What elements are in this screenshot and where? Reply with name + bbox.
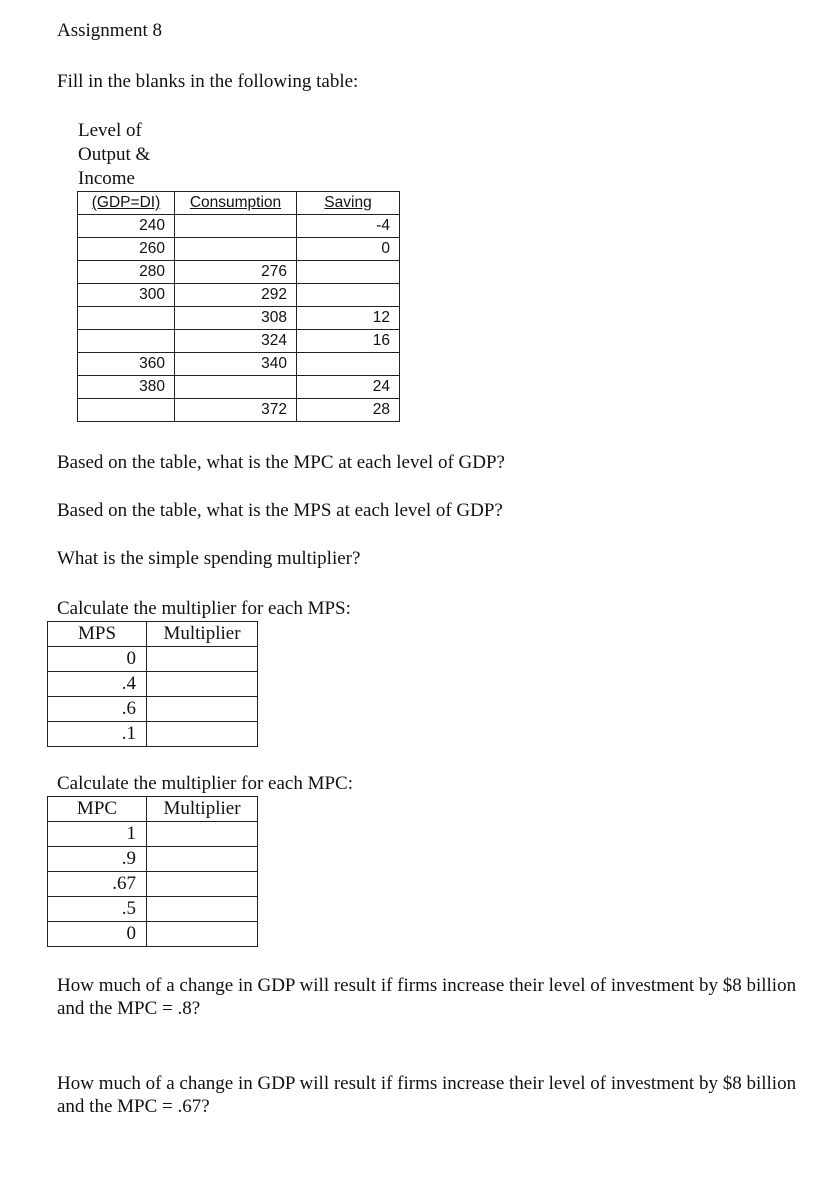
mps-cell: 0 [48,647,147,672]
gdp-cell[interactable] [78,307,175,330]
saving-cell[interactable]: 28 [297,399,400,422]
mpc-cell: .67 [48,872,147,897]
saving-cell[interactable]: 0 [297,238,400,261]
table-row [48,647,258,672]
mpc-table [47,796,258,947]
income-table-label [78,119,150,191]
table-row [48,822,258,847]
multiplier-cell[interactable] [147,647,258,672]
investment-question-1: How much of a change in GDP will result if firms increase their level of investment by $8 billion and the MPC = .8? [57,975,797,1019]
table-row [48,897,258,922]
table-row [78,215,400,238]
gdp-cell[interactable] [78,330,175,353]
mps-cell: .6 [48,697,147,722]
multiplier-cell[interactable] [147,722,258,747]
gdp-cell[interactable] [78,399,175,422]
consumption-cell[interactable] [175,238,297,261]
income-label-line: Income [78,168,135,189]
mps-table-caption: Calculate the multiplier for each MPS: [57,598,351,619]
table-row [48,722,258,747]
saving-cell[interactable] [297,284,400,307]
saving-cell[interactable]: 12 [297,307,400,330]
consumption-cell[interactable]: 276 [175,261,297,284]
income-label-line: Level of [78,120,142,141]
table-row [78,376,400,399]
question-mps: Based on the table, what is the MPS at each level of GDP? [57,500,503,521]
gdp-cell[interactable]: 280 [78,261,175,284]
mpc-cell: .5 [48,897,147,922]
table-header-row [48,797,258,822]
header-multiplier: Multiplier [147,622,258,647]
consumption-cell[interactable] [175,215,297,238]
table-row [78,284,400,307]
header-multiplier: Multiplier [147,797,258,822]
table-row [78,399,400,422]
table-header-row [78,192,400,215]
table-row [78,330,400,353]
table-header-row [48,622,258,647]
gdp-cell[interactable]: 240 [78,215,175,238]
income-label-line: Output & [78,144,151,165]
table-row [78,261,400,284]
table-row [48,697,258,722]
multiplier-cell[interactable] [147,672,258,697]
multiplier-cell[interactable] [147,847,258,872]
question-multiplier: What is the simple spending multiplier? [57,548,361,569]
table-row [48,922,258,947]
mps-cell: .4 [48,672,147,697]
instruction-text: Fill in the blanks in the following table: [57,71,359,92]
header-gdp: (GDP=DI) [78,192,175,215]
income-table [77,191,400,422]
consumption-cell[interactable]: 372 [175,399,297,422]
multiplier-cell[interactable] [147,922,258,947]
multiplier-cell[interactable] [147,872,258,897]
mpc-cell: .9 [48,847,147,872]
mps-table [47,621,258,747]
consumption-cell[interactable]: 308 [175,307,297,330]
saving-cell[interactable] [297,353,400,376]
gdp-cell[interactable]: 380 [78,376,175,399]
multiplier-cell[interactable] [147,897,258,922]
consumption-cell[interactable]: 340 [175,353,297,376]
saving-cell[interactable]: -4 [297,215,400,238]
table-row [78,238,400,261]
header-consumption: Consumption [175,192,297,215]
table-row [78,307,400,330]
saving-cell[interactable]: 24 [297,376,400,399]
table-row [48,847,258,872]
gdp-cell[interactable]: 260 [78,238,175,261]
header-mpc: MPC [48,797,147,822]
saving-cell[interactable]: 16 [297,330,400,353]
multiplier-cell[interactable] [147,822,258,847]
investment-question-2: How much of a change in GDP will result if firms increase their level of investment by $8 billion and the MPC = .67? [57,1073,797,1117]
header-saving: Saving [297,192,400,215]
table-row [48,872,258,897]
mpc-cell: 1 [48,822,147,847]
multiplier-cell[interactable] [147,697,258,722]
consumption-cell[interactable]: 324 [175,330,297,353]
consumption-cell[interactable] [175,376,297,399]
table-row [48,672,258,697]
gdp-cell[interactable]: 300 [78,284,175,307]
page-title: Assignment 8 [57,20,163,41]
gdp-cell[interactable]: 360 [78,353,175,376]
mpc-table-caption: Calculate the multiplier for each MPC: [57,773,354,794]
consumption-cell[interactable]: 292 [175,284,297,307]
mpc-cell: 0 [48,922,147,947]
header-mps: MPS [48,622,147,647]
table-row [78,353,400,376]
saving-cell[interactable] [297,261,400,284]
mps-cell: .1 [48,722,147,747]
question-mpc: Based on the table, what is the MPC at each level of GDP? [57,452,505,473]
